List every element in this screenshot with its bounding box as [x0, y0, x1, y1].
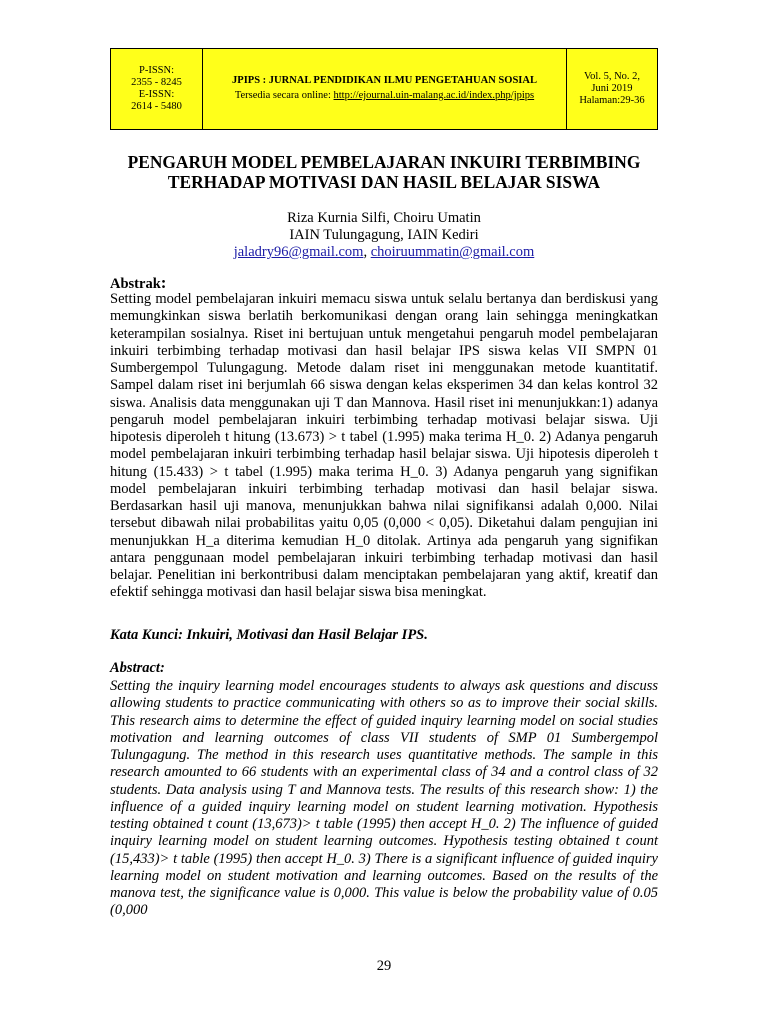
author-names: Riza Kurnia Silfi, Choiru Umatin	[287, 210, 481, 226]
issn-box	[111, 49, 203, 129]
abstrak-heading-text: Abstrak	[110, 276, 161, 292]
issn-line: E-ISSN:	[138, 89, 175, 100]
email-separator: ,	[363, 244, 371, 260]
volume-line: Halaman:29-36	[579, 95, 645, 106]
volume-line: Juni 2019	[591, 83, 633, 94]
issn-line: 2355 - 8245	[131, 77, 182, 88]
journal-url-link[interactable]: http://ejournal.uin-malang.ac.id/index.php/jpips	[333, 90, 535, 101]
abstrak-body: Setting model pembelajaran inkuiri memacu siswa untuk selalu bertanya dan berdiskusi yang memungkinkan siswa berlatih berkomunikasi dengan orang lain sehingga meningkatkan keterampilan sosialnya. Riset ini bertujuan untuk mengetahui pengaruh model pembelajaran inkuiri terbimbing terhadap motivasi dan hasil belajar IPS siswa kelas VII SMPN 01 Sumbergempol Tulungagung. Metode dalam riset ini menggunakan metode kuantitatif. Sampel dalam riset ini berjumlah 66 siswa dengan kelas eksperimen 34 dan kelas kontrol 32 siswa. Analisis data menggunakan uji T dan Mannova. Hasil riset ini menunjukkan:1) adanya pengaruh model pembelajaran inkuiri terbimbing terhadap motivasi belajar siswa. Uji hipotesis diperoleh t hitung (13.673) > t tabel (1.995) maka terima H_0. 2) Adanya pengaruh model pembelajaran inkuiri terbimbing terhadap hasil belajar siswa. Uji hipotesis diperoleh t hitung (15.433) > t tabel (1.995) maka terima H_0. 3) Adanya pengaruh yang signifikan model pembelajaran inkuiri terbimbing terhadap motivasi dan hasil belajar siswa. Berdasarkan hasil uji manova, menunjukkan bahwa nilai signifikansi adalah 0,000. Nilai tersebut dibawah nilai probabilitas yaitu 0,05 (0,000 < 0,05). Diketahui dalam pengujian ini menunjukkan H_a diterima kemudian H_0 ditolak. Artinya ada pengaruh yang signifikan antara penggunaan model pembelajaran inkuiri terbimbing terhadap motivasi dan hasil belajar. Penelitian ini berkontribusi dalam menciptakan pembelajaran yang aktif, kreatif dan efektif sehingga motivasi dan hasil belajar siswa bisa meningkat.	[110, 291, 658, 601]
email-link[interactable]: choiruummatin@gmail.com	[370, 244, 535, 260]
journal-info-box	[203, 49, 567, 129]
journal-header	[110, 48, 658, 130]
author-block	[60, 210, 708, 261]
online-prefix: Tersedia secara online:	[234, 90, 334, 101]
author-emails	[60, 244, 708, 261]
title-line: TERHADAP MOTIVASI DAN HASIL BELAJAR SISWA	[167, 172, 601, 192]
abstrak-heading-colon: :	[160, 273, 167, 292]
title-line: PENGARUH MODEL PEMBELAJARAN INKUIRI TERBIMBING	[127, 152, 641, 172]
online-availability	[235, 90, 534, 102]
journal-name: JPIPS : JURNAL PENDIDIKAN ILMU PENGETAHUAN SOSIAL	[232, 75, 537, 86]
abstract-body: Setting the inquiry learning model encourages students to always ask questions and discuss allowing students to practice communicating with others so as to improve their social skills. This research aims to determine the effect of guided inquiry learning model on social studies motivation and learning outcomes of class VII students of SMP 01 Sumbergempol Tulungagung. The method in this research uses quantitative methods. The sample in this research amounted to 66 students with an experimental class of 34 and a control class of 32 students. Data analysis using T and Mannova tests. The results of this research show: 1) the influence of a guided inquiry learning model on student learning motivation. Hypothesis testing obtained t count (13,673)> t table (1995) then accept H_0. 2) The influence of guided inquiry learning model on student learning outcomes. Hypothesis testing obtained t count (15,433)> t table (1995) then accept H_0. 3) There is a significant influence of guided inquiry learning model on student motivation and learning outcomes. Based on the results of the manova test, the significance value is 0,000. This value is below the probability value of 0.05 (0,000	[110, 678, 658, 919]
volume-box	[567, 49, 657, 129]
article-title	[60, 152, 708, 192]
issn-line: P-ISSN:	[138, 65, 174, 76]
volume-line: Vol. 5, No. 2,	[583, 71, 641, 82]
issn-line: 2614 - 5480	[131, 101, 182, 112]
abstrak-heading	[110, 273, 166, 293]
abstract-heading: Abstract:	[110, 660, 165, 676]
author-affiliation: IAIN Tulungagung, IAIN Kediri	[289, 227, 479, 243]
keywords: Kata Kunci: Inkuiri, Motivasi dan Hasil Belajar IPS.	[110, 627, 428, 643]
email-link[interactable]: jaladry96@gmail.com	[233, 244, 364, 260]
page-number: 29	[376, 958, 392, 974]
